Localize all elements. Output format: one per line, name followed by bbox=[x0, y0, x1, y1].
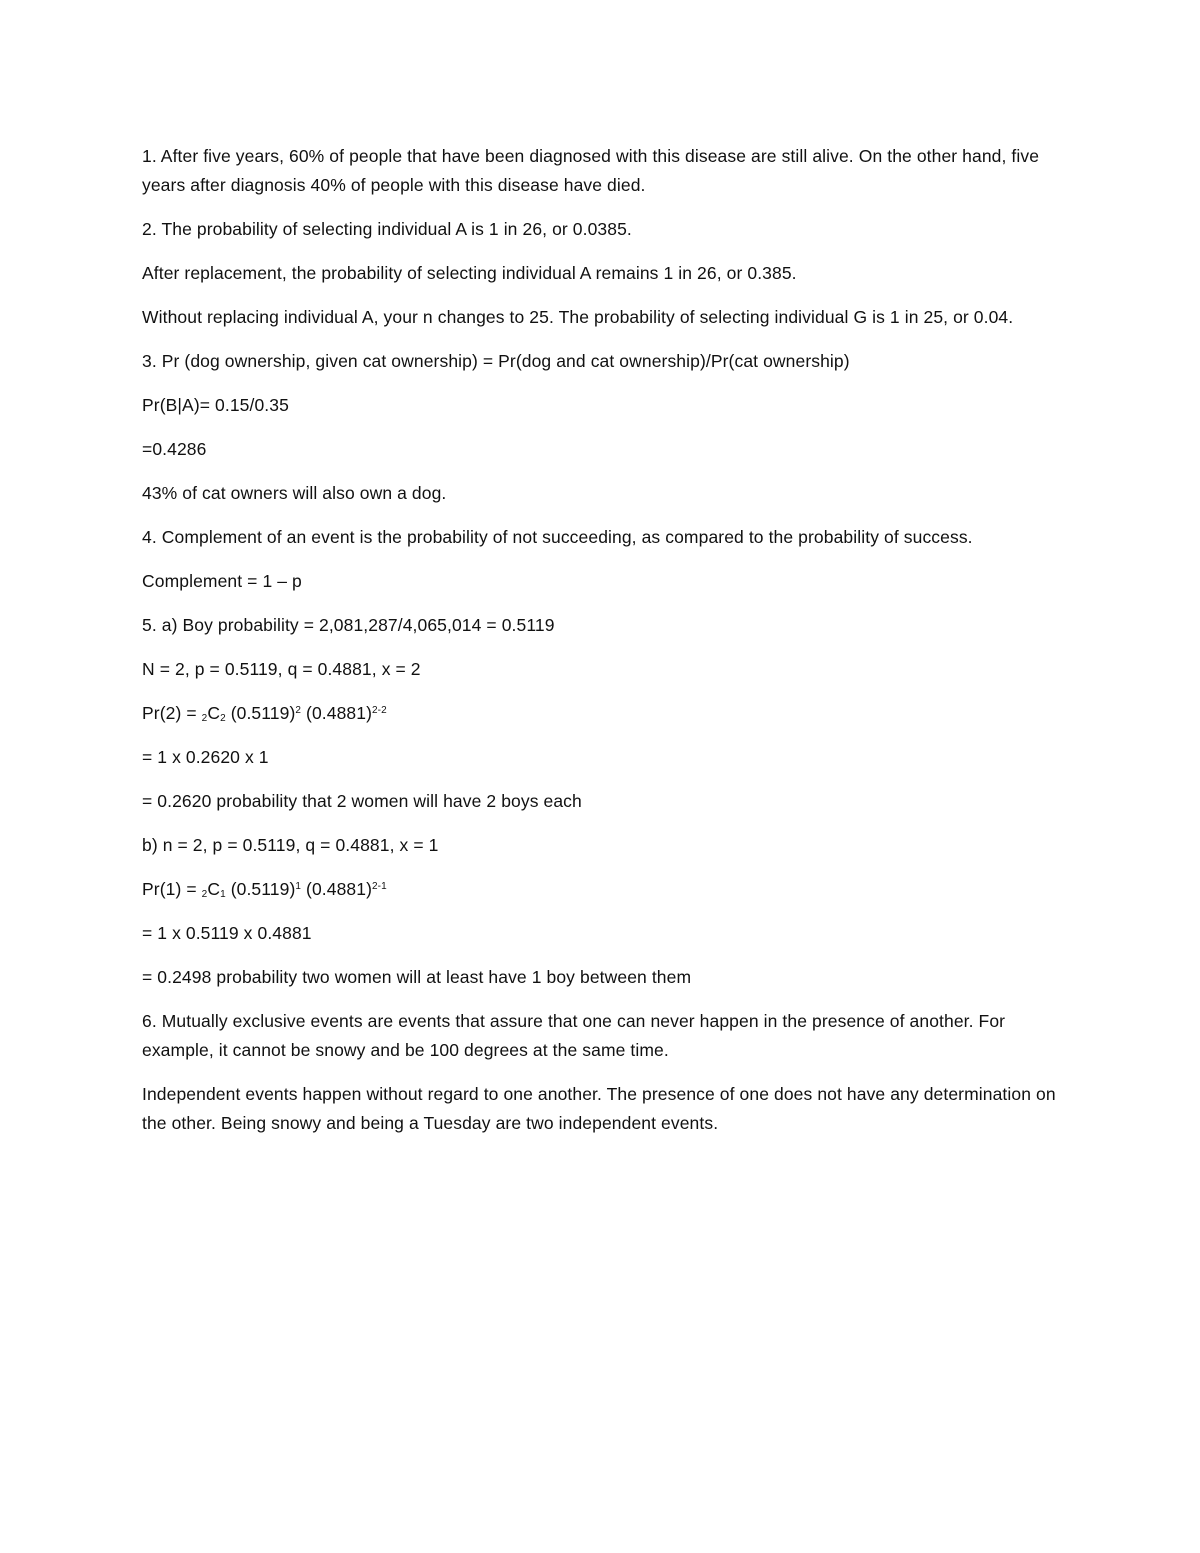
answer-4-formula: Complement = 1 – p bbox=[142, 571, 302, 591]
answer-5a-result: = 0.2620 probability that 2 women will have 2 boys each bbox=[142, 791, 582, 811]
answer-2-without-replacement: Without replacing individual A, your n changes to 25. The probability of selecting individual G is 1 in 25, or 0.04. bbox=[142, 307, 1014, 327]
answer-5b-calc: = 1 x 0.5119 x 0.4881 bbox=[142, 923, 312, 943]
answer-3-result: =0.4286 bbox=[142, 439, 207, 459]
answer-3-formula: Pr(B|A)= 0.15/0.35 bbox=[142, 395, 289, 415]
answer-5b-result: = 0.2498 probability two women will at least have 1 boy between them bbox=[142, 967, 692, 987]
answer-5a-binomial-formula: $Pr(2) = _2C_2$ $(0.5119)^2$ $(0.4881)^{2-2}$ bbox=[142, 703, 387, 724]
answer-1: 1. After five years, 60% of people that have been diagnosed with this disease are still alive. On the other hand, five years after diagnosis 40% of people with this disease have died. bbox=[142, 146, 1040, 195]
answer-2-replacement: After replacement, the probability of selecting individual A remains 1 in 26, or 0.385. bbox=[142, 263, 797, 283]
answer-6: 6. Mutually exclusive events are events that assure that one can never happen in the presence of another. For example, it cannot be snowy and be 100 degrees at the same time. bbox=[142, 1011, 1006, 1060]
answer-6-independent: Independent events happen without regard to one another. The presence of one does not have any determination on the other. Being snowy and being a Tuesday are two independent events. bbox=[142, 1084, 1056, 1133]
answer-3-conclusion: 43% of cat owners will also own a dog. bbox=[142, 483, 447, 503]
answer-5a-params: N = 2, p = 0.5119, q = 0.4881, x = 2 bbox=[142, 659, 421, 679]
answer-4: 4. Complement of an event is the probability of not succeeding, as compared to the probability of success. bbox=[142, 527, 973, 547]
document-body bbox=[142, 142, 1057, 1153]
answer-3: 3. Pr (dog ownership, given cat ownership) = Pr(dog and cat ownership)/Pr(cat ownership) bbox=[142, 351, 850, 371]
answer-5b-binomial-formula: $Pr(1) = _2C_1$ $(0.5119)^1$ $(0.4881)^{2-1}$ bbox=[142, 879, 387, 900]
answer-2: 2. The probability of selecting individual A is 1 in 26, or 0.0385. bbox=[142, 219, 632, 239]
answer-5a-calc: = 1 x 0.2620 x 1 bbox=[142, 747, 269, 767]
answer-5a: 5. a) Boy probability = 2,081,287/4,065,014 = 0.5119 bbox=[142, 615, 555, 635]
answer-5b-params: b) n = 2, p = 0.5119, q = 0.4881, x = 1 bbox=[142, 835, 439, 855]
